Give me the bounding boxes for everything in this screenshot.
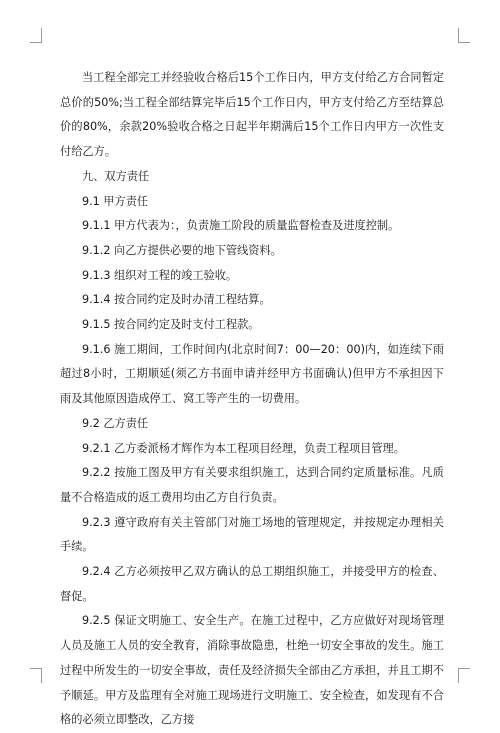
clause-9-2-1: 9.2.1 乙方委派杨才辉作为本工程项目经理，负责工程项目管理。 <box>82 441 405 455</box>
clause-9-1-5: 9.1.5 按合同约定及时支付工程款。 <box>82 318 260 332</box>
clause-9-1-2: 9.1.2 向乙方提供必要的地下管线资料。 <box>82 243 282 257</box>
clause-9-1-3: 9.1.3 组织对工程的竣工验收。 <box>82 268 238 282</box>
crop-mark-bottom-right <box>458 668 470 683</box>
crop-mark-top-left <box>30 28 42 43</box>
clause-9-2-4: 9.2.4 乙方必须按甲乙双方确认的总工期组织施工，并接受甲方的检查、督促。 <box>60 565 444 603</box>
subsection-heading-party-a: 9.1 甲方责任 <box>82 194 149 208</box>
clause-9-2-5: 9.2.5 保证文明施工、安全生产。在施工过程中，乙方应做好对现场管理人员及施工人员的安全教育，消除事故隐患，杜绝一切安全事故的发生。施工过程中所发生的一切安全事故，责任及经济损失全部由乙方承担，并且工期不予顺延。甲方及监理有全对施工现场进行文明施工、安全检查，如发现有不合格的必须立即整改，乙方接 <box>60 614 444 727</box>
document-body <box>60 66 444 733</box>
section-heading-responsibilities: 九、双方责任 <box>82 169 150 183</box>
clause-9-1-1: 9.1.1 甲方代表为：，负责施工阶段的质量监督检查及进度控制。 <box>82 219 400 233</box>
paragraph-payment-terms: 当工程全部完工并经验收合格后15个工作日内，甲方支付给乙方合同暂定总价的50%;当工程全部结算完毕后15个工作日内，甲方支付给乙方至结算总价的80%，余款20%验收合格之日起半年期满后15个工作日内甲方一次性支付给乙方。 <box>60 71 444 159</box>
subsection-heading-party-b: 9.2 乙方责任 <box>82 416 149 430</box>
crop-mark-top-right <box>458 28 470 43</box>
clause-9-2-2: 9.2.2 按施工图及甲方有关要求组织施工，达到合同约定质量标准。凡质量不合格造成的返工费用均由乙方自行负责。 <box>60 466 444 504</box>
crop-mark-bottom-left <box>30 668 42 683</box>
clause-9-2-3: 9.2.3 遵守政府有关主管部门对施工场地的管理规定，并按规定办理相关手续。 <box>60 515 444 554</box>
clause-9-1-6: 9.1.6 施工期间，工作时间内(北京时间7：00—20：00)内，如连续下雨超过8小时，工期顺延(须乙方书面申请并经甲方书面确认)但甲方不承担因下雨及其他原因造成停工、窝工等产生的一切费用。 <box>60 342 444 406</box>
clause-9-1-4: 9.1.4 按合同约定及时办清工程结算。 <box>82 293 271 307</box>
